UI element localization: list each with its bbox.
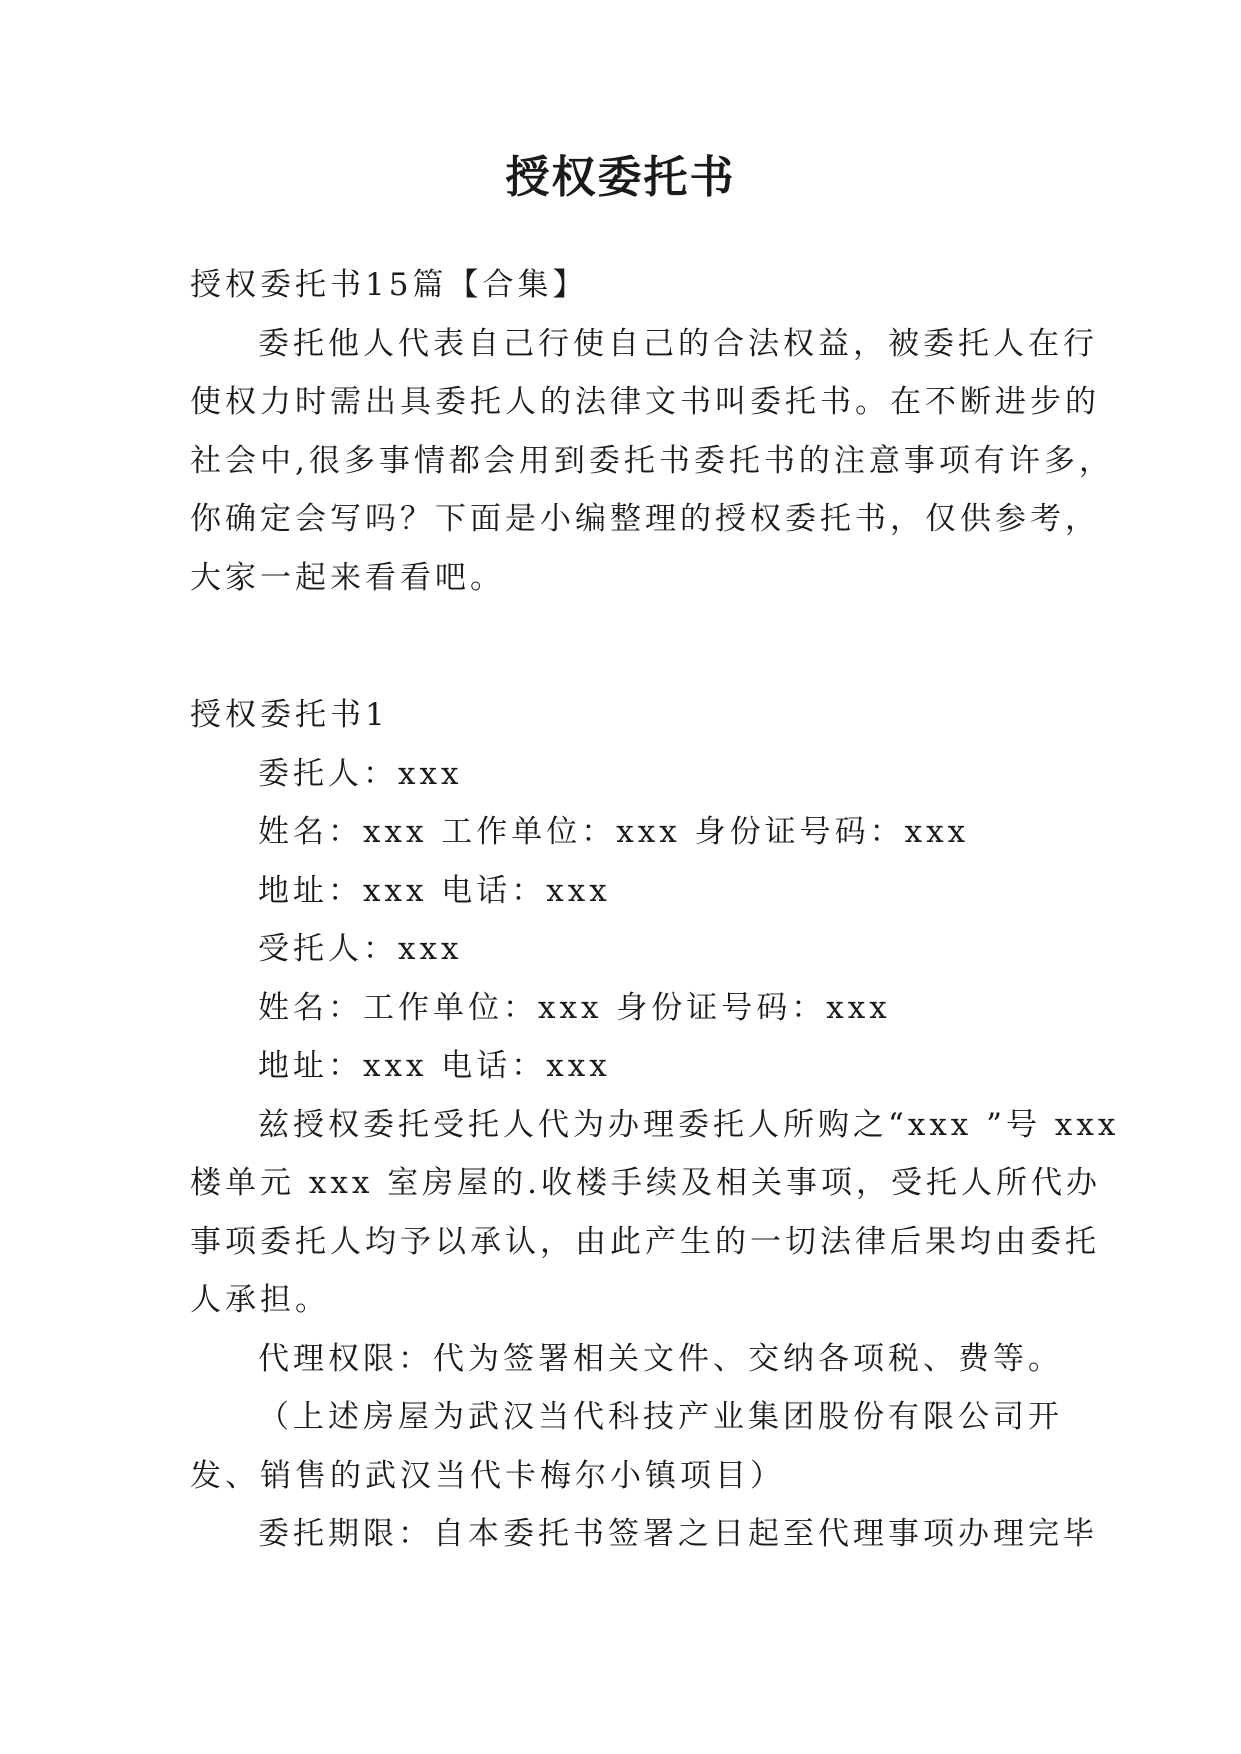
intro-section: [190, 256, 1114, 607]
agent-address: 地址：xxx 电话：xxx: [258, 1048, 611, 1084]
principal-info: 姓名：xxx 工作单位：xxx 身份证号码：xxx: [258, 814, 970, 850]
intro-line-5: 大家一起来看看吧。: [190, 559, 505, 596]
section-1-heading: 授权委托书1: [190, 697, 389, 733]
document-title: 授权委托书: [505, 152, 736, 203]
intro-line-4: 你确定会写吗？下面是小编整理的授权委托书，仅供参考，: [190, 501, 1100, 537]
agent-info: 姓名：工作单位：xxx 身份证号码：xxx: [258, 989, 891, 1026]
entrust-line-3: 事项委托人均予以承认，由此产生的一切法律后果均由委托: [190, 1223, 1100, 1260]
note-line-2: 发、销售的武汉当代卡梅尔小镇项目）: [190, 1457, 785, 1494]
entrust-line-1: 兹授权委托受托人代为办理委托人所购之“xxx ”号 xxx: [258, 1106, 1120, 1143]
note-line-1: （上述房屋为武汉当代科技产业集团股份有限公司开: [258, 1399, 1063, 1435]
agent-label: 受托人：xxx: [258, 931, 463, 967]
intro-line-2: 使权力时需出具委托人的法律文书叫委托书。在不断进步的: [190, 384, 1100, 420]
authority-line: 代理权限：代为签署相关文件、交纳各项税、费等。: [258, 1340, 1063, 1377]
intro-line-3: 社会中,很多事情都会用到委托书委托书的注意事项有许多，: [190, 442, 1114, 479]
entrust-line-4: 人承担。: [190, 1282, 330, 1318]
intro-heading: 授权委托书15篇【合集】: [190, 267, 588, 303]
principal-address: 地址：xxx 电话：xxx: [258, 872, 611, 909]
intro-line-1: 委托他人代表自己行使自己的合法权益，被委托人在行: [258, 325, 1098, 362]
entrust-line-2: 楼单元 xxx 室房屋的.收楼手续及相关事项，受托人所代办: [190, 1165, 1102, 1201]
section-1: [190, 686, 1120, 1564]
term-line: 委托期限：自本委托书签署之日起至代理事项办理完毕: [258, 1516, 1098, 1552]
principal-label: 委托人：xxx: [258, 755, 463, 792]
